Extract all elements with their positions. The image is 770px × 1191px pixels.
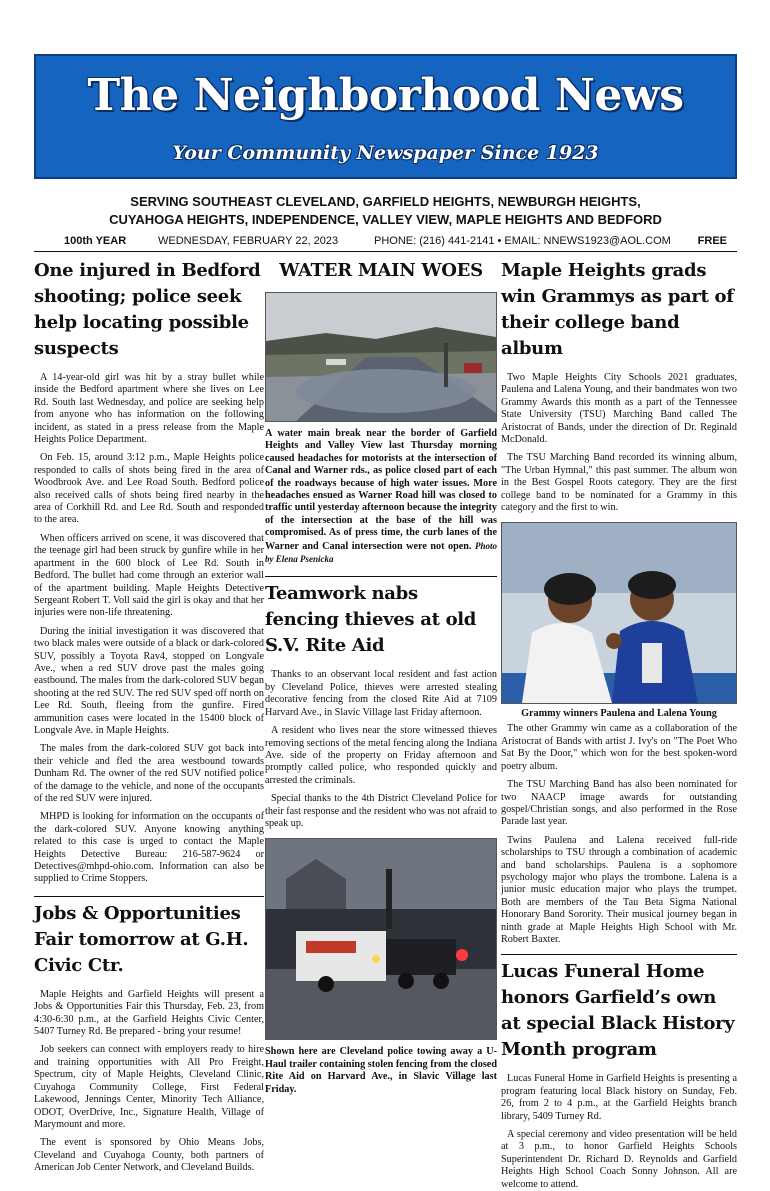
paragraph: Thanks to an observant local resident and fast action by Cleveland Police, thieves were arrested stealing decorative fencing from the closed Rite Aid at 7109 Harvard Ave., in Slavic Village last Friday afternoon. bbox=[265, 669, 497, 718]
photo-credit: Photo by Elena Psenicka bbox=[265, 540, 497, 565]
column-3 bbox=[501, 258, 737, 1190]
photo-caption bbox=[265, 428, 497, 566]
story-water-main bbox=[265, 258, 497, 566]
story-body bbox=[34, 989, 264, 1175]
story-lucas-funeral-home bbox=[501, 954, 737, 1191]
headline: Lucas Funeral Home honors Garfield’s own at special Black History Month program bbox=[501, 961, 735, 1061]
issue-date: WEDNESDAY, FEBRUARY 22, 2023 bbox=[158, 235, 339, 247]
paragraph: A 14-year-old girl was hit by a stray bullet while inside the Bedford apartment where she lives on Lee Rd. South last Wednesday, and police are seeking help from anyone who has information on the following incident, as stated in a press release from the Maple Heights Police Department. bbox=[34, 372, 264, 446]
headline: WATER MAIN WOES bbox=[279, 260, 483, 281]
story-jobs-fair bbox=[34, 896, 264, 1175]
paragraph: Maple Heights and Garfield Heights will present a Jobs & Opportunities Fair this Thursday, Feb. 23, from 4:30-6:30 p.m., at the Garfield Heights Civic Center, 5407 Turney Rd. Be prepared - bring your resume! bbox=[34, 988, 264, 1038]
paragraph: The event is sponsored by Ohio Means Jobs, Cleveland and Cuyahoga County, both partners of American Job Center Network, and Cleveland Builds. bbox=[34, 1137, 264, 1174]
paragraph: Special thanks to the 4th District Cleveland Police for their fast response and the resident who was not afraid to speak up. bbox=[265, 793, 497, 829]
headline: Jobs & Opportunities Fair tomorrow at G.H. Civic Ctr. bbox=[34, 902, 249, 976]
serving-line-2: CUYAHOGA HEIGHTS, INDEPENDENCE, VALLEY VIEW, MAPLE HEIGHTS AND BEDFORD bbox=[109, 212, 662, 227]
paragraph: When officers arrived on scene, it was discovered that the teenage girl had been struck by gunfire while in her apartment in the 600 block of Lee Rd. South in Bedford. The bullet had come through an exterior wall of the apartment building. Maple Heights Detective Sergeant Robert T. Voll said the girl is okay and that her injuries were non-life threatening. bbox=[34, 532, 264, 619]
photo-caption: Shown here are Cleveland police towing away a U-Haul trailer containing stolen fencing from the closed Rite Aid on Harvard Ave., in Slavic Village last Friday. bbox=[265, 1046, 497, 1095]
paragraph: The TSU Marching Band has also been nominated for two NAACP image awards for outstanding gospel/Christian songs, and also performed in the Rose Parade last year. bbox=[501, 779, 737, 828]
paragraph: MHPD is looking for information on the occupants of the dark-colored SUV. Anyone knowing anything related to this case is urged to contact the Maple Heights Detective Bureau: 216-587-9624 or Detectives@mhpd-ohio.com. Information can also be supplied to Crime Stoppers. bbox=[34, 811, 264, 885]
newspaper-title: The Neighborhood News bbox=[87, 70, 684, 121]
paragraph: Job seekers can connect with employers ready to hire and training opportunities with All Pro Freight, Spectrum, city of Maple Heights, Cleveland Clinic, Cuyahoga Community College, First Federal Lakewood, Jennings Center, Minority Tech Alliance, ODOT, OverDrive, Inc., Signature Health, Village of Marymount and more. bbox=[34, 1044, 264, 1130]
paragraph: During the initial investigation it was discovered that two black males were outside of a black or dark-colored SUV, possibly a Toyota Rav4, stopped on Longvale Ave., when a red SUV drove past the males going eastbound. The males from the dark-colored SUV began shooting at the red SUV. The red SUV sped off north on Lee Rd. South, fleeing from the gunfire. Fired ammunition cases were located in the 15400 block of Longvale Ave. in Maple Heights. bbox=[34, 625, 264, 736]
info-bar bbox=[34, 232, 737, 252]
flooded-road-photo bbox=[265, 292, 497, 422]
paragraph: A special ceremony and video presentation will be held at 3 p.m., to honor Garfield Heights Schools Superintendent Dr. Richard D. Reynolds and Garfield Heights High School Coach Sonny Johnson. All are welcome to attend. bbox=[501, 1129, 737, 1190]
headline: One injured in Bedford shooting; police seek help locating possible suspects bbox=[34, 260, 261, 359]
column-1 bbox=[34, 258, 264, 1174]
serving-line-1: SERVING SOUTHEAST CLEVELAND, GARFIELD HEIGHTS, NEWBURGH HEIGHTS, bbox=[130, 194, 641, 209]
story-body bbox=[265, 669, 497, 830]
headline: Teamwork nabs fencing thieves at old S.V. Rite Aid bbox=[265, 583, 477, 657]
paragraph: Two Maple Heights City Schools 2021 graduates, Paulena and Lalena Young, and their bandmates won two Grammy Awards this month as a part of the Tennessee State University (TSU) Marching Band called The Aristocrat of Bands, under the direction of Dr. Reginald McDonald. bbox=[501, 372, 737, 446]
twins-photo bbox=[501, 522, 737, 704]
story-fencing-thieves bbox=[265, 576, 497, 1096]
story-body bbox=[501, 372, 737, 514]
tow-truck-photo bbox=[265, 838, 497, 1040]
story-body bbox=[34, 372, 264, 886]
edition-year: 100th YEAR bbox=[64, 235, 127, 247]
caption-text: A water main break near the border of Garfield Heights and Valley View last Thursday morning caused headaches for motorists at the intersection of Canal and Warner rds., as police closed part of each of the roadways because of high water issues. More headaches ensued as Warner Road hill was closed to traffic until yesterday afternoon because the integrity of the intersection at the base of the hill was compromised. As of press time, the curb lanes of the Warner and Canal intersection were not open. bbox=[265, 428, 497, 552]
paragraph: The TSU Marching Band recorded its winning album, "The Urban Hymnal," this past summer. The album won in the Best Gospel Roots category. They are the first college band to be nominated for a Grammy in this category and the first to win. bbox=[501, 452, 737, 514]
masthead bbox=[34, 54, 737, 179]
newspaper-subtitle: Your Community Newspaper Since 1923 bbox=[172, 142, 599, 164]
paragraph: On Feb. 15, around 3:12 p.m., Maple Heights police responded to calls of shots being fired in the area of Woodbrook Ave. and Lee Road South. Bedford police also received calls of shots being fired nearby in the area of Corkhill Rd. and Lee Rd. South and responded to the area. bbox=[34, 452, 264, 526]
paragraph: Twins Paulena and Lalena received full-ride scholarships to TSU through a combination of academic and band scholarships. Paulena is a sophomore psychology major who plays the trombone. Lalena is a junior music education major who plays the trumpet. Both are members of the Tau Beta Sigma National Honorary Band Sorority. Their musical journey began in ninth grade at Maple Heights High School with Mr. Robert Baxter. bbox=[501, 834, 737, 945]
column-2 bbox=[265, 258, 497, 1095]
story-body-continued bbox=[501, 723, 737, 946]
price-label: FREE bbox=[697, 235, 727, 247]
paragraph: A resident who lives near the store witnessed thieves removing sections of the metal fencing along the Indiana Ave. side of the property on Friday afternoon and promptly called police, who responded quickly and arrested the criminals. bbox=[265, 725, 497, 786]
story-bedford-shooting bbox=[34, 258, 264, 886]
headline: Maple Heights grads win Grammys as part of their college band album bbox=[501, 260, 734, 359]
paragraph: The males from the dark-colored SUV got back into their vehicle and fled the area westbound towards Dunham Rd. The owner of the red SUV notified police of the damage to the vehicle, and none of the occupants of the red SUV were injured. bbox=[34, 743, 264, 804]
paragraph: Lucas Funeral Home in Garfield Heights is presenting a program featuring local Black history on Sunday, Feb. 26, from 2 to 4 p.m., at the Garfield Heights branch library, 5409 Turney Rd. bbox=[501, 1073, 737, 1122]
photo-caption: Grammy winners Paulena and Lalena Young bbox=[521, 708, 717, 720]
story-grammy-grads bbox=[501, 258, 737, 946]
story-body bbox=[501, 1073, 737, 1191]
contact-info: PHONE: (216) 441-2141 • EMAIL: NNEWS1923@AOL.COM bbox=[374, 235, 671, 247]
paragraph: The other Grammy win came as a collaboration of the Aristocrat of Bands with artist J. Ivy's on "The Poet Who Sat By the Door," which won for the best spoken-word poetry album. bbox=[501, 723, 737, 772]
